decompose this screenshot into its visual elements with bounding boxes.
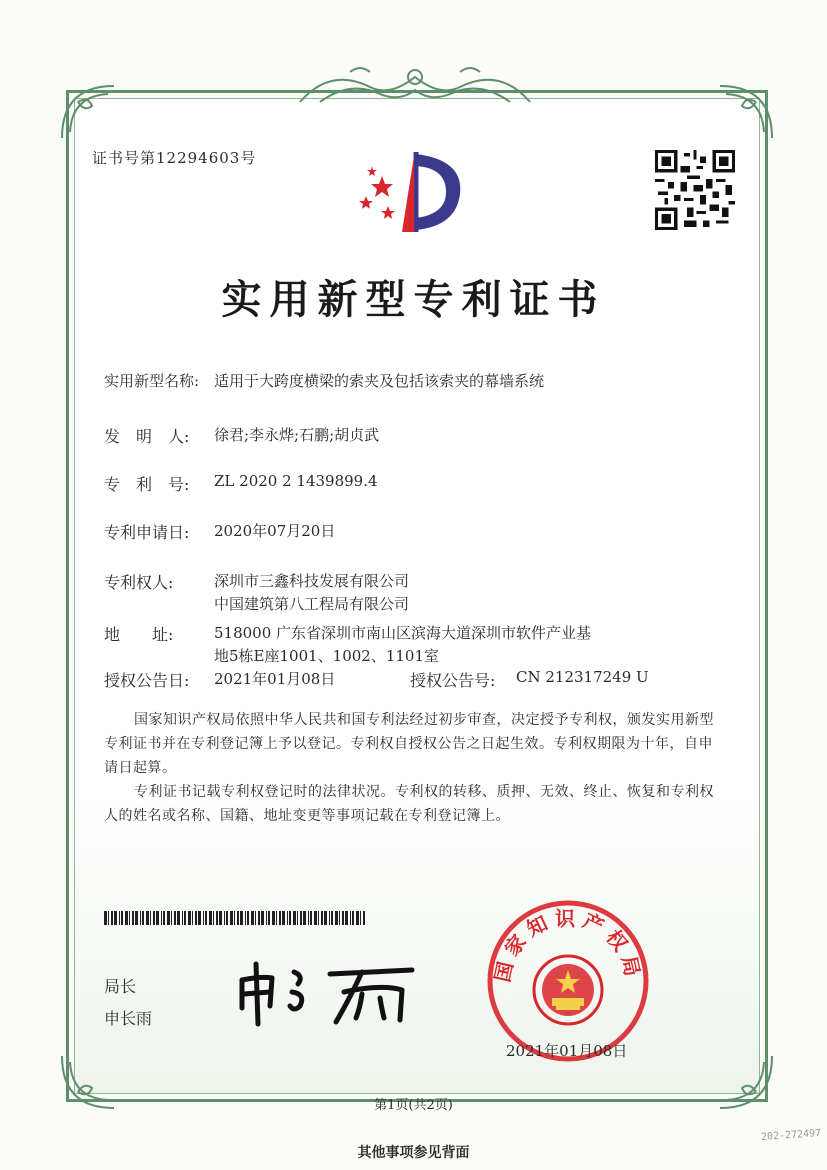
corner-ornament-tl: [58, 82, 118, 142]
back-side-note: 其他事项参见背面: [357, 1145, 470, 1161]
utility-name-value: 适用于大跨度横梁的索夹及包括该索夹的幕墙系统: [214, 372, 545, 390]
page-indicator: 第1页(共2页): [374, 1098, 453, 1113]
handwritten-note: 202-272497: [760, 1127, 822, 1144]
apply-date-value: 2020年07月20日: [214, 522, 336, 540]
inventor-value: 徐君;李永烨;石鹏;胡贞武: [214, 426, 380, 444]
signatory-role: 局长: [104, 977, 137, 996]
grant-statement-paragraph: 国家知识产权局依照中华人民共和国专利法经过初步审查，决定授予专利权，颁发实用新型专利证书并在专利登记簿上予以登记。专利权自授权公告之日起生效。专利权期限为十年，自申请日起算。: [104, 712, 714, 776]
signatory-name: 申长雨: [104, 1009, 153, 1028]
barcode-icon: [104, 911, 368, 925]
utility-name-label: 实用新型名称:: [104, 372, 200, 390]
top-ornament: [290, 62, 540, 112]
seal-date: 2021年01月08日: [506, 1042, 628, 1060]
patent-number-label: 专 利 号:: [104, 475, 190, 494]
corner-ornament-tr: [716, 82, 776, 142]
cnipa-logo-icon: [352, 146, 472, 238]
certificate-number: 证书号第12294603号: [92, 149, 257, 167]
inventor-label: 发 明 人:: [104, 427, 190, 446]
address-value-1: 518000 广东省深圳市南山区滨海大道深圳市软件产业基: [214, 624, 592, 642]
apply-date-label: 专利申请日:: [104, 523, 190, 542]
seal-text: 国家知识产权局: [490, 906, 646, 985]
address-value-2: 地5栋E座1001、1002、1101室: [214, 647, 440, 665]
qr-code-icon: [655, 150, 735, 230]
holder-value-2: 中国建筑第八工程局有限公司: [214, 595, 410, 613]
national-emblem-icon: [534, 956, 602, 1024]
grant-date-value: 2021年01月08日: [214, 670, 336, 688]
grant-number-label: 授权公告号:: [410, 671, 496, 690]
handwritten-signature: [232, 958, 422, 1028]
grant-number-value: CN 212317249 U: [516, 668, 649, 686]
grant-date-label: 授权公告日:: [104, 671, 190, 690]
holder-label: 专利权人:: [104, 573, 174, 592]
patent-number-value: ZL 2020 2 1439899.4: [214, 472, 378, 490]
certificate-frame-inner: [74, 98, 760, 1094]
legal-status-paragraph: 专利证书记载专利权登记时的法律状况。专利权的转移、质押、无效、终止、恢复和专利权人的姓名或名称、国籍、地址变更等事项记载在专利登记簿上。: [104, 784, 714, 824]
address-label: 地 址:: [104, 625, 174, 644]
holder-value-1: 深圳市三鑫科技发展有限公司: [214, 572, 410, 590]
certificate-title: 实用新型专利证书: [221, 276, 606, 323]
